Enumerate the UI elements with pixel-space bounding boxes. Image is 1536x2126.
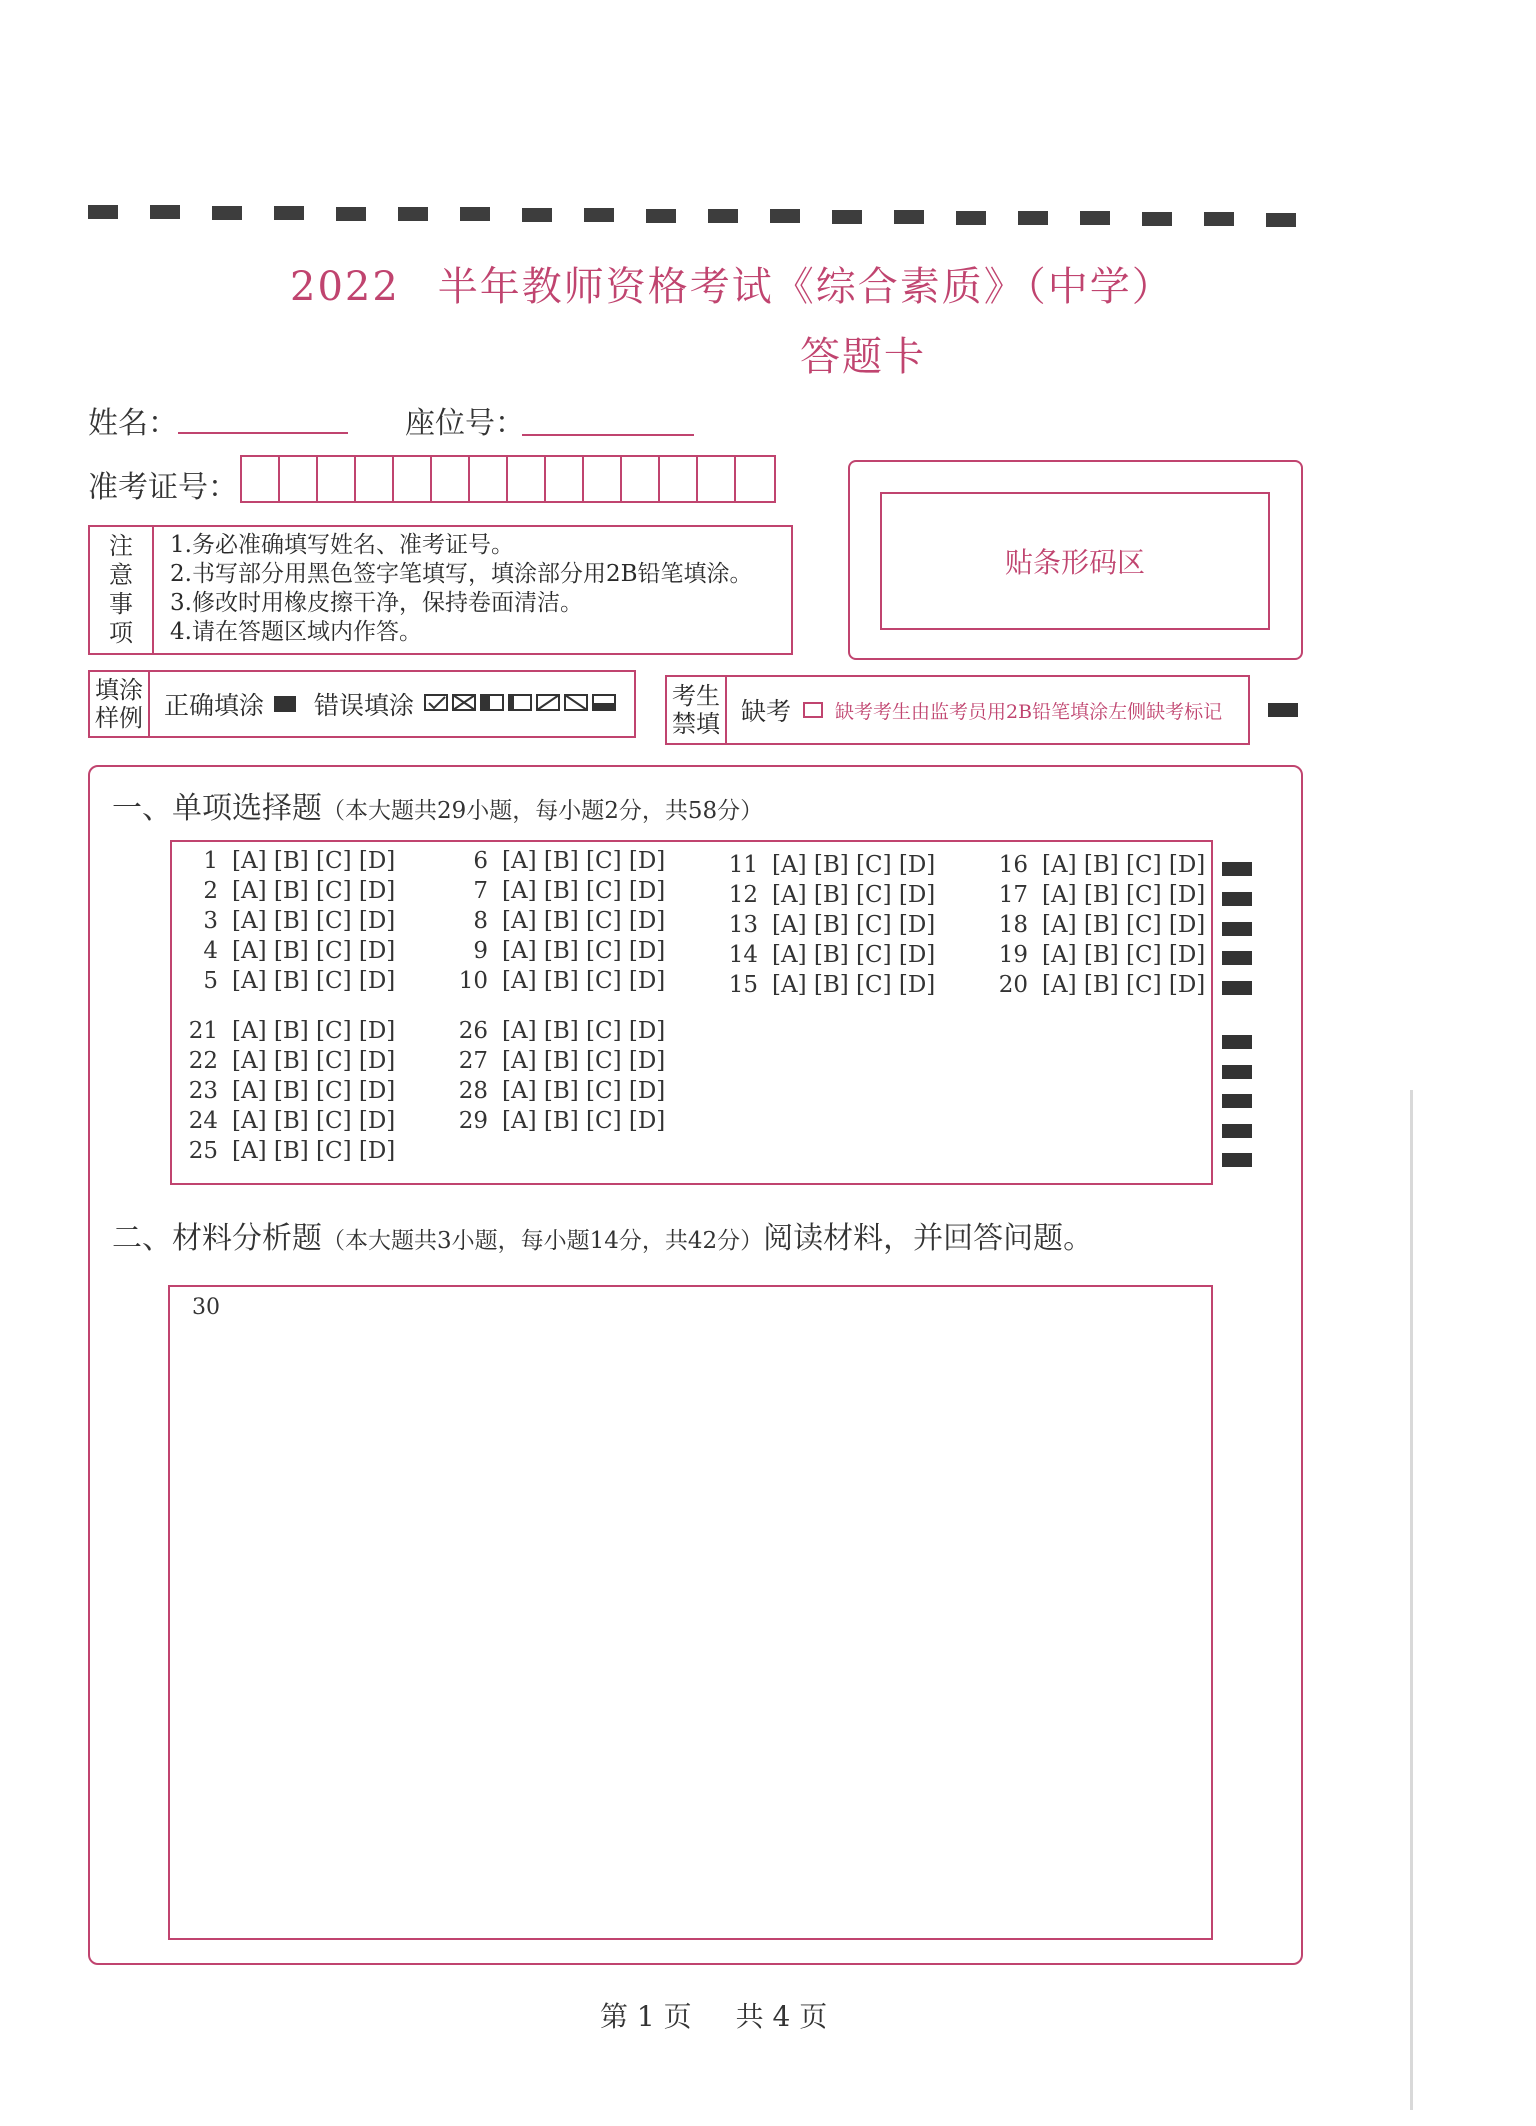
question-number: 11 <box>728 852 758 878</box>
choice-row[interactable] <box>454 938 665 964</box>
choice-options[interactable]: [A] [B] [C] [D] <box>772 882 936 908</box>
exam-id-digit-box[interactable] <box>660 457 698 501</box>
timing-mark <box>522 208 552 222</box>
choice-row[interactable] <box>454 908 665 934</box>
question-number: 6 <box>473 848 488 874</box>
exam-id-digit-box[interactable] <box>622 457 660 501</box>
exam-id-digit-box[interactable] <box>546 457 584 501</box>
section1-title <box>112 783 763 827</box>
choice-options[interactable]: [A] [B] [C] [D] <box>772 852 936 878</box>
notice-heading <box>90 527 154 653</box>
timing-mark <box>88 205 118 219</box>
choice-options[interactable]: [A] [B] [C] [D] <box>1042 882 1206 908</box>
exam-id-digit-box[interactable] <box>508 457 546 501</box>
exam-id-digit-box[interactable] <box>318 457 356 501</box>
choice-options[interactable]: [A] [B] [C] [D] <box>232 1048 396 1074</box>
timing-mark <box>1222 892 1252 906</box>
notice-box <box>88 525 793 655</box>
choice-options[interactable]: [A] [B] [C] [D] <box>502 1078 666 1104</box>
timing-mark <box>832 210 862 224</box>
question-number: 8 <box>473 908 488 934</box>
forbidden-body <box>727 677 1222 743</box>
question-number: 13 <box>728 912 758 938</box>
fill-example-heading <box>90 672 150 736</box>
seat-label: 座位号： <box>405 406 525 441</box>
section2-title <box>112 1213 1093 1257</box>
correct-fill-label: 正确填涂 <box>164 691 265 720</box>
choice-row[interactable] <box>724 912 935 938</box>
choice-options[interactable]: [A] [B] [C] [D] <box>232 1108 396 1134</box>
question-number: 16 <box>998 852 1028 878</box>
choice-row[interactable] <box>184 968 395 994</box>
choice-options[interactable]: [A] [B] [C] [D] <box>232 878 396 904</box>
question-number: 3 <box>203 908 218 934</box>
choice-row[interactable] <box>184 908 395 934</box>
choice-options[interactable]: [A] [B] [C] [D] <box>502 878 666 904</box>
question-number: 19 <box>998 942 1028 968</box>
exam-id-boxes[interactable] <box>240 455 776 503</box>
exam-id-digit-box[interactable] <box>394 457 432 501</box>
timing-mark <box>708 209 738 223</box>
choice-row[interactable] <box>454 968 665 994</box>
choice-options[interactable]: [A] [B] [C] [D] <box>232 968 396 994</box>
page-title <box>290 255 1174 312</box>
wrong-fill-marks-icon <box>424 693 624 713</box>
question-number: 4 <box>203 938 218 964</box>
choice-options[interactable]: [A] [B] [C] [D] <box>772 912 936 938</box>
notice-lines <box>154 527 752 653</box>
choice-options[interactable]: [A] [B] [C] [D] <box>232 1138 396 1164</box>
question-number: 1 <box>203 848 218 874</box>
timing-mark <box>1204 212 1234 226</box>
choice-row[interactable] <box>724 852 935 878</box>
choice-row[interactable] <box>724 972 935 998</box>
exam-id-digit-box[interactable] <box>736 457 774 501</box>
choice-row[interactable] <box>454 1078 665 1104</box>
choice-row[interactable] <box>454 1048 665 1074</box>
choice-options[interactable]: [A] [B] [C] [D] <box>502 1048 666 1074</box>
choice-row[interactable] <box>994 882 1205 908</box>
question-number: 26 <box>458 1018 488 1044</box>
choice-options[interactable]: [A] [B] [C] [D] <box>502 1018 666 1044</box>
question-number: 30 <box>192 1295 220 1320</box>
choice-row[interactable] <box>184 1018 395 1044</box>
choice-row[interactable] <box>994 972 1205 998</box>
name-label: 姓名： <box>88 406 178 441</box>
timing-mark <box>1018 211 1048 225</box>
timing-mark <box>646 209 676 223</box>
candidate-forbidden-box <box>665 675 1250 745</box>
choice-row[interactable] <box>724 882 935 908</box>
question-number: 18 <box>998 912 1028 938</box>
choice-row[interactable] <box>454 1108 665 1134</box>
timing-mark <box>1222 1094 1252 1108</box>
timing-mark <box>1222 1035 1252 1049</box>
question-number: 5 <box>203 968 218 994</box>
fill-example-box <box>88 670 636 738</box>
timing-mark <box>894 210 924 224</box>
choice-options[interactable]: [A] [B] [C] [D] <box>502 908 666 934</box>
timing-mark <box>460 207 490 221</box>
page-footer <box>578 1995 849 2035</box>
choice-row[interactable] <box>454 1018 665 1044</box>
forbidden-heading-line: 考生 <box>672 682 720 710</box>
notice-heading-char: 意 <box>109 561 133 589</box>
question-number: 22 <box>188 1048 218 1074</box>
question-number: 15 <box>728 972 758 998</box>
choice-row[interactable] <box>184 938 395 964</box>
choice-row[interactable] <box>184 1048 395 1074</box>
notice-line: 4.请在答题区域内作答。 <box>170 619 422 645</box>
fill-heading-line: 填涂 <box>95 676 143 704</box>
question-number: 14 <box>728 942 758 968</box>
exam-id-digit-box[interactable] <box>242 457 280 501</box>
section2-heading: 二、材料分析题 <box>112 1221 322 1256</box>
question-number: 12 <box>728 882 758 908</box>
choice-options[interactable]: [A] [B] [C] [D] <box>772 942 936 968</box>
page-number: 第 1 页 <box>600 2000 692 2033</box>
question-number: 25 <box>188 1138 218 1164</box>
timing-mark <box>1222 981 1252 995</box>
multiple-choice-box <box>170 840 1213 1185</box>
choice-options[interactable]: [A] [B] [C] [D] <box>502 1108 666 1134</box>
timing-mark <box>584 208 614 222</box>
absent-label: 缺考 <box>741 697 792 726</box>
fill-example-body <box>150 672 624 736</box>
timing-mark <box>1268 703 1298 717</box>
choice-options[interactable]: [A] [B] [C] [D] <box>502 968 666 994</box>
choice-row[interactable] <box>994 912 1205 938</box>
timing-mark <box>398 207 428 221</box>
scan-edge-line <box>1410 1090 1413 2110</box>
choice-row[interactable] <box>724 942 935 968</box>
choice-options[interactable]: [A] [B] [C] [D] <box>232 848 396 874</box>
choice-options[interactable]: [A] [B] [C] [D] <box>1042 912 1206 938</box>
timing-mark <box>1266 213 1296 227</box>
timing-mark <box>274 206 304 220</box>
timing-mark <box>1222 1153 1252 1167</box>
choice-options[interactable]: [A] [B] [C] [D] <box>232 908 396 934</box>
barcode-label: 贴条形码区 <box>880 492 1270 630</box>
page-subtitle: 答题卡 <box>800 334 926 380</box>
section1-note: （本大题共29小题，每小题2分，共58分） <box>322 798 764 824</box>
choice-row[interactable] <box>994 852 1205 878</box>
notice-line: 2.书写部分用黑色签字笔填写，填涂部分用2B铅笔填涂。 <box>170 561 753 587</box>
section2-note: （本大题共3小题，每小题14分，共42分） <box>322 1228 764 1254</box>
choice-options[interactable]: [A] [B] [C] [D] <box>502 848 666 874</box>
choice-options[interactable]: [A] [B] [C] [D] <box>232 1018 396 1044</box>
absent-checkbox[interactable] <box>803 702 823 718</box>
barcode-area <box>848 460 1303 660</box>
choice-row[interactable] <box>454 848 665 874</box>
timing-mark <box>1222 1124 1252 1138</box>
exam-id-digit-box[interactable] <box>356 457 394 501</box>
notice-line: 3.修改时用橡皮擦干净，保持卷面清洁。 <box>170 590 583 616</box>
exam-id-digit-box[interactable] <box>584 457 622 501</box>
question-number: 2 <box>203 878 218 904</box>
choice-row[interactable] <box>454 878 665 904</box>
timing-mark <box>1222 922 1252 936</box>
choice-options[interactable]: [A] [B] [C] [D] <box>772 972 936 998</box>
name-field[interactable] <box>178 400 348 434</box>
choice-row[interactable] <box>184 848 395 874</box>
exam-id-digit-box[interactable] <box>280 457 318 501</box>
answer-box-30[interactable] <box>168 1285 1213 1940</box>
notice-heading-char: 事 <box>109 590 133 618</box>
notice-heading-char: 项 <box>109 619 133 647</box>
timing-mark <box>956 211 986 225</box>
exam-id-digit-box[interactable] <box>470 457 508 501</box>
timing-marks-top <box>88 205 1308 227</box>
timing-mark <box>1222 1065 1252 1079</box>
question-number: 9 <box>473 938 488 964</box>
forbidden-heading <box>667 677 727 743</box>
timing-mark <box>1142 212 1172 226</box>
forbidden-heading-line: 禁填 <box>672 710 720 738</box>
question-number: 20 <box>998 972 1028 998</box>
exam-id-digit-box[interactable] <box>432 457 470 501</box>
exam-id-digit-box[interactable] <box>698 457 736 501</box>
page-total: 共 4 页 <box>735 2000 828 2033</box>
timing-mark <box>1222 951 1252 965</box>
timing-mark <box>336 207 366 221</box>
title-text: 半年教师资格考试《综合素质》（中学） <box>437 264 1174 310</box>
choice-row[interactable] <box>994 942 1205 968</box>
timing-mark <box>770 209 800 223</box>
title-year: 2022 <box>290 264 400 310</box>
question-number: 28 <box>458 1078 488 1104</box>
timing-mark <box>1080 211 1110 225</box>
timing-mark <box>150 205 180 219</box>
choice-options[interactable]: [A] [B] [C] [D] <box>1042 972 1206 998</box>
question-number: 27 <box>458 1048 488 1074</box>
wrong-fill-label: 错误填涂 <box>314 691 415 720</box>
choice-options[interactable]: [A] [B] [C] [D] <box>502 938 666 964</box>
choice-options[interactable]: [A] [B] [C] [D] <box>1042 852 1206 878</box>
timing-mark <box>1222 862 1252 876</box>
question-number: 23 <box>188 1078 218 1104</box>
choice-options[interactable]: [A] [B] [C] [D] <box>232 938 396 964</box>
fill-heading-line: 样例 <box>95 704 143 732</box>
choice-options[interactable]: [A] [B] [C] [D] <box>1042 942 1206 968</box>
question-number: 29 <box>458 1108 488 1134</box>
choice-row[interactable] <box>184 878 395 904</box>
question-number: 17 <box>998 882 1028 908</box>
choice-row[interactable] <box>184 1108 395 1134</box>
section2-tail: 阅读材料，并回答问题。 <box>763 1221 1094 1256</box>
absent-note: 缺考考生由监考员用2B铅笔填涂左侧缺考标记 <box>835 700 1223 723</box>
choice-options[interactable]: [A] [B] [C] [D] <box>232 1078 396 1104</box>
seat-field[interactable] <box>522 402 694 436</box>
timing-mark <box>212 206 242 220</box>
question-number: 7 <box>473 878 488 904</box>
choice-row[interactable] <box>184 1078 395 1104</box>
question-number: 10 <box>458 968 488 994</box>
question-number: 21 <box>188 1018 218 1044</box>
question-number: 24 <box>188 1108 218 1134</box>
wrong-fill-marks <box>424 690 624 719</box>
notice-heading-char: 注 <box>109 532 133 560</box>
choice-row[interactable] <box>184 1138 395 1164</box>
section1-heading: 一、单项选择题 <box>112 791 322 826</box>
correct-fill-mark <box>274 696 296 712</box>
notice-line: 1.务必准确填写姓名、准考证号。 <box>170 532 514 558</box>
exam-id-label: 准考证号： <box>88 470 238 505</box>
